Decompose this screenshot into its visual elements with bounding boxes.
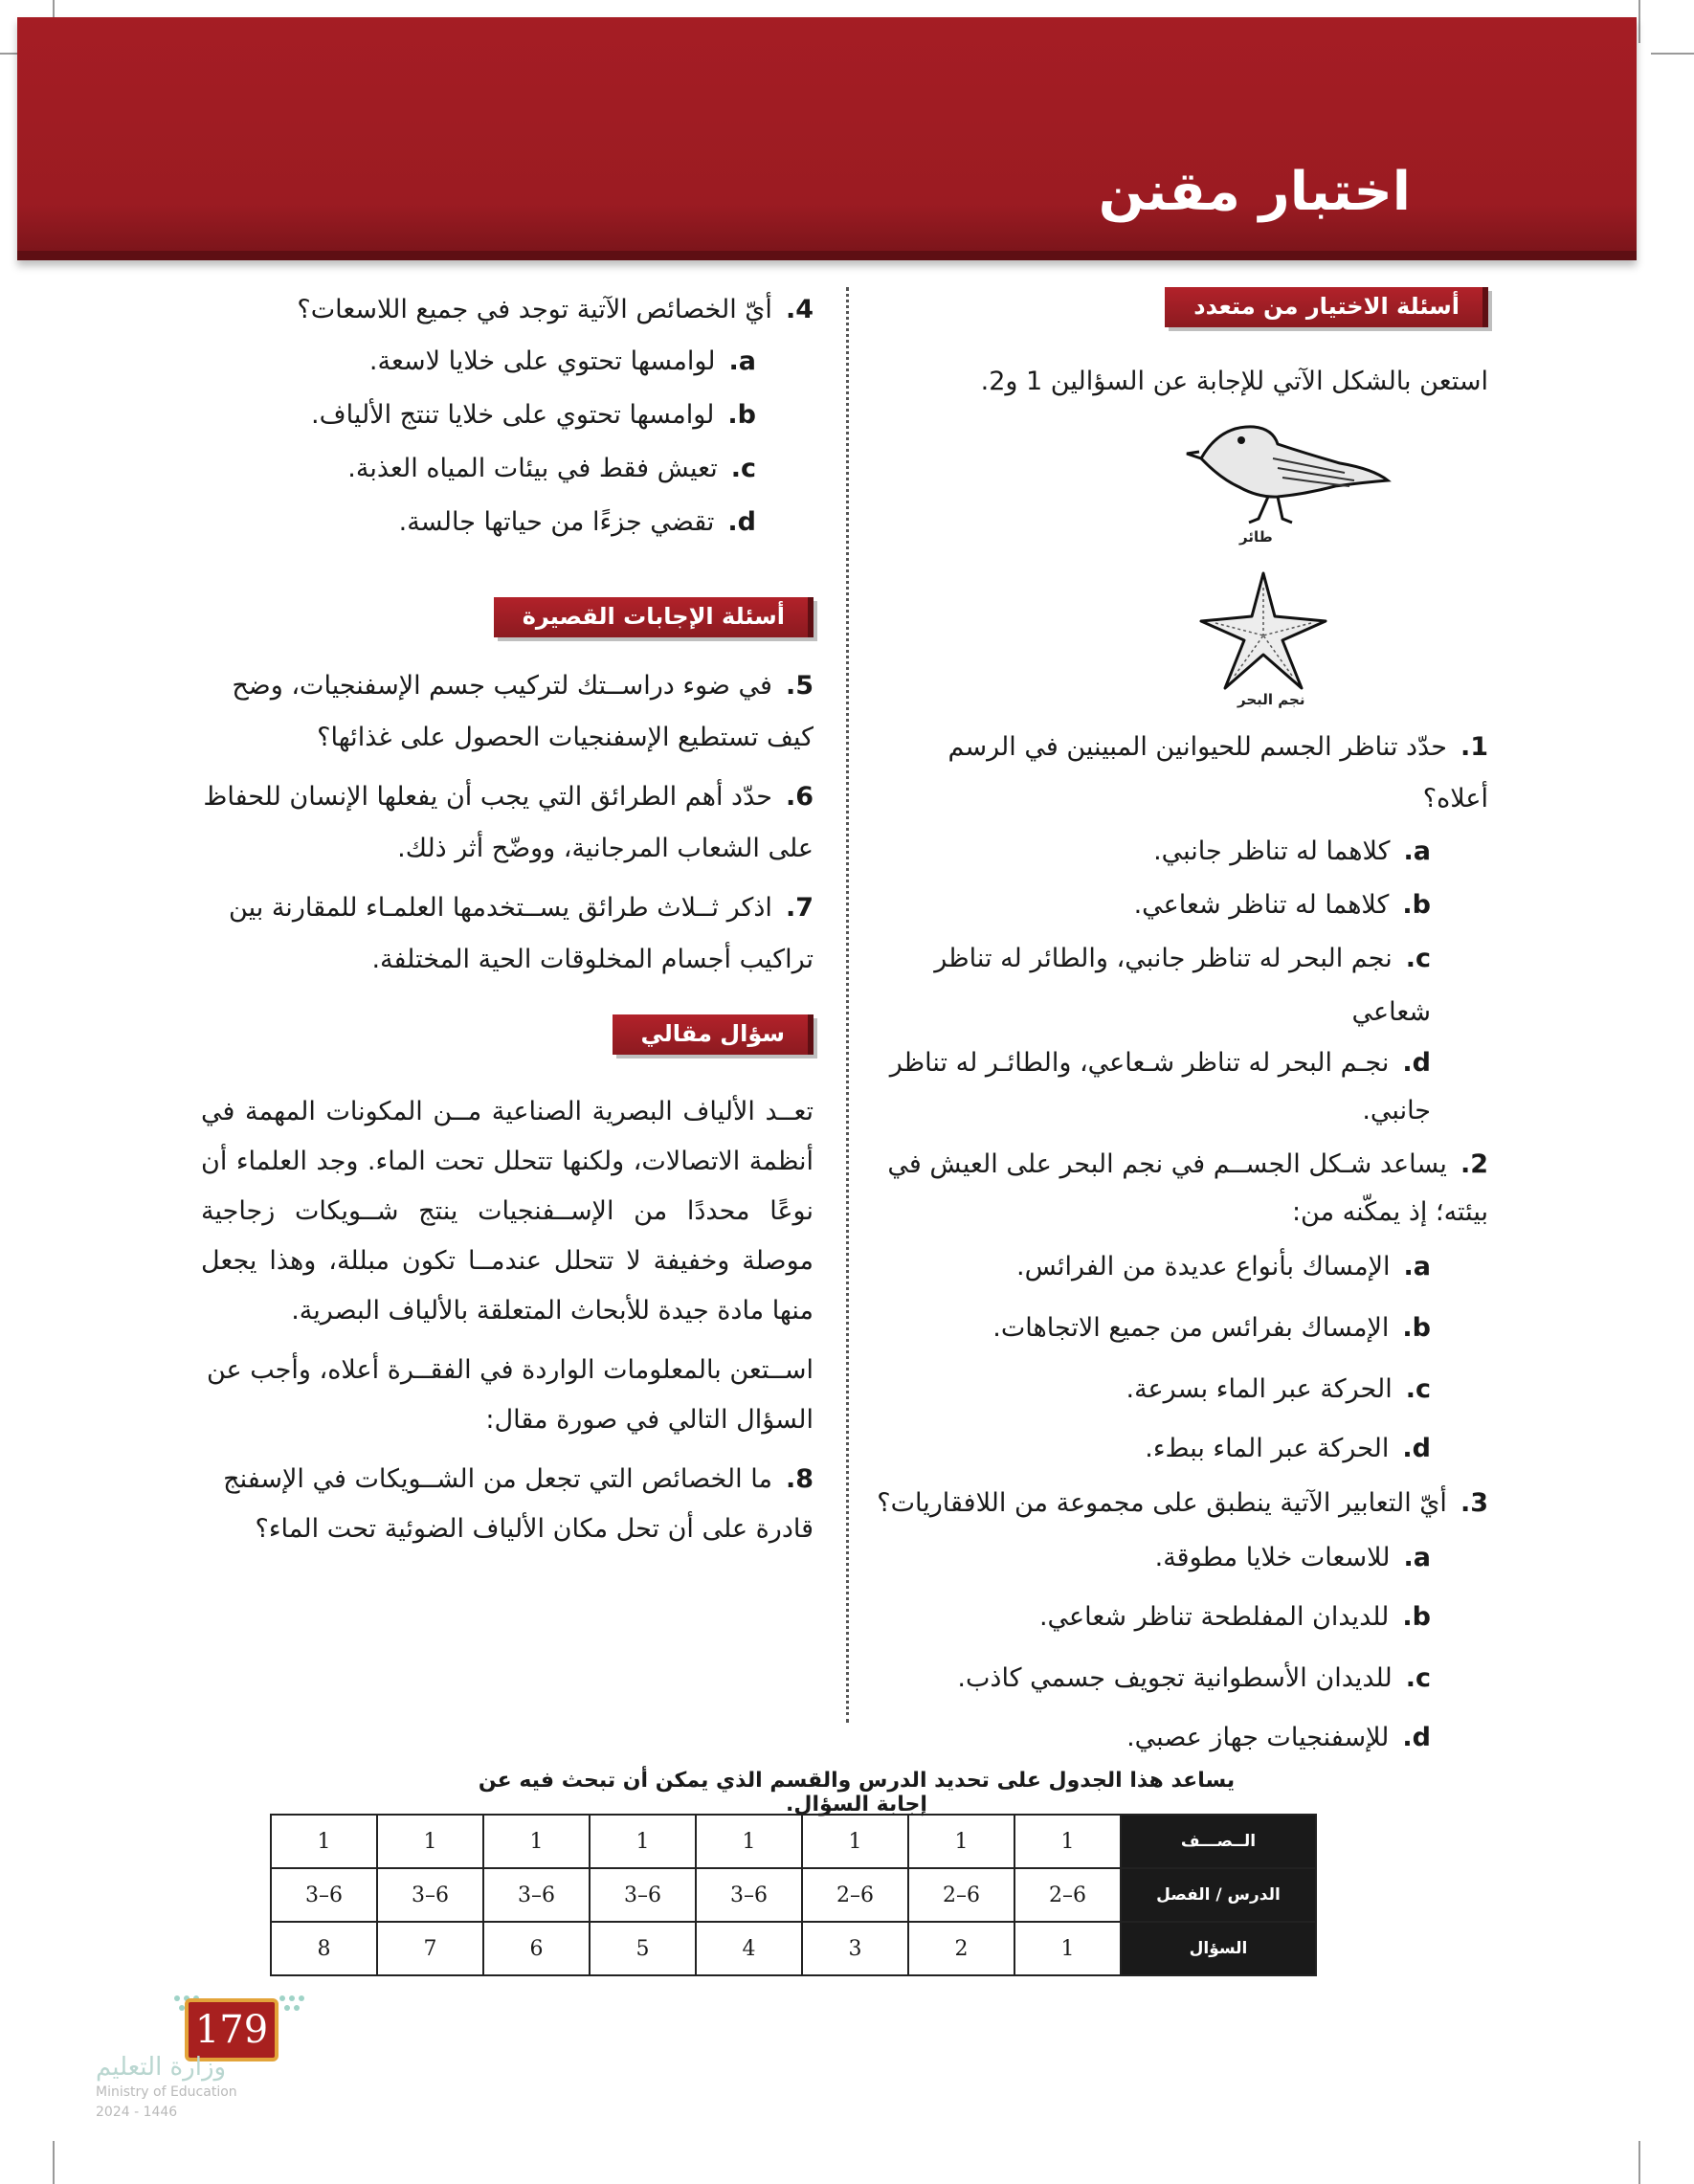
option-letter: c. [1405, 944, 1431, 973]
option-text: لوامسها تحتوي على خلايا لاسعة. [368, 346, 716, 376]
option-1a [876, 825, 1488, 879]
question-number: 1. [1460, 732, 1488, 762]
crop-mark [1651, 53, 1694, 55]
option-1b [876, 879, 1488, 932]
question-text: حدّد تناظر الجسم للحيوانين المبينين في الرسم أعلاه؟ [947, 732, 1488, 813]
question-3 [876, 1478, 1488, 1529]
question-text: يساعد شـكل الجســم في نجم البحر على العيش في بيئته؛ إذ يمكّنه من: [887, 1149, 1488, 1227]
table-cell: 4 [696, 1922, 802, 1975]
question-number: 4. [785, 295, 814, 324]
option-text: نجـم البحر له تناظر شـعاعي، والطائـر له تناظر جانبي. [889, 1048, 1431, 1125]
table-cell: 6–3 [590, 1868, 696, 1922]
table-row [271, 1815, 1316, 1868]
option-text: للاسعات خلايا مطوقة. [1154, 1543, 1391, 1572]
option-letter: c. [730, 454, 756, 483]
question-number: 3. [1460, 1488, 1488, 1518]
option-text: نجم البحر له تناظر جانبي، والطائر له تناظر شعاعي [934, 944, 1431, 1027]
question-text: اذكر ثــلاث طرائق يســتخدمها العلمـاء للمقارنة بين تراكيب أجسام المخلوقات الحية المختلفة. [229, 893, 814, 974]
question-number: 8. [785, 1464, 814, 1494]
question-number: 5. [785, 671, 814, 701]
option-text: للديدان الأسطوانية تجويف جسمي كاذب. [957, 1663, 1393, 1693]
right-column [876, 287, 1488, 1767]
option-letter: b. [727, 400, 756, 430]
section-header-short-answer: أسئلة الإجابات القصيرة [494, 597, 814, 637]
option-letter: d. [1402, 1434, 1431, 1463]
table-cell: 1 [483, 1815, 590, 1868]
table-cell: 6–3 [271, 1868, 377, 1922]
essay-paragraph: تعــد الألياف البصرية الصناعية مــن المكونات المهمة في أنظمة الاتصالات، ولكنها تتحلل تحت الماء. وجد العلماء أن نوعًا محددًا من الإســفنجيات ينتج شــويكات زجاجية موصلة وخفيفة لا تتحلل عندمــا تكون مبللة، وهذا يجعل منها مادة جيدة للأبحاث المتعلقة بالألياف البصرية. [201, 1097, 814, 1326]
table-cell: 6–3 [696, 1868, 802, 1922]
starfish-illustration [1196, 568, 1330, 693]
table-cell: 6–3 [377, 1868, 483, 1922]
option-text: كلاهما له تناظر شعاعي. [1133, 890, 1390, 920]
row-header: الدرس / الفصل [1121, 1868, 1316, 1922]
question-text: حدّد أهم الطرائق التي يجب أن يفعلها الإنسان للحفاظ على الشعاب المرجانية، ووضّح أثر ذلك. [203, 782, 814, 863]
question-number: 2. [1460, 1149, 1488, 1179]
table-cell: 6–2 [802, 1868, 908, 1922]
option-text: لوامسها تحتوي على خلايا تنتج الألياف. [311, 400, 715, 430]
table-cell: 1 [1014, 1815, 1121, 1868]
ministry-name-english: Ministry of Education [96, 2084, 237, 2100]
option-letter: b. [1402, 1602, 1431, 1632]
option-text: تعيش فقط في بيئات المياه العذبة. [347, 454, 718, 483]
option-text: للإسفنجيات جهاز عصبي. [1126, 1723, 1390, 1752]
section-header-essay: سؤال مقالي [613, 1014, 814, 1055]
table-cell: 5 [590, 1922, 696, 1975]
bird-illustration [1182, 406, 1393, 530]
table-cell: 8 [271, 1922, 377, 1975]
option-2a [876, 1237, 1488, 1298]
table-cell: 2 [908, 1922, 1014, 1975]
table-cell: 6–2 [1014, 1868, 1121, 1922]
table-cell: 3 [802, 1922, 908, 1975]
option-letter: a. [1403, 1543, 1431, 1572]
question-2 [876, 1141, 1488, 1237]
option-letter: c. [1405, 1663, 1431, 1693]
option-3a [876, 1529, 1488, 1587]
ministry-year: 2024 - 1446 [96, 2105, 178, 2120]
option-letter: d. [1402, 1723, 1431, 1752]
table-cell: 6–3 [483, 1868, 590, 1922]
figure-intro: استعن بالشكل الآتي للإجابة عن السؤالين 1 و2. [980, 367, 1488, 396]
question-text: أيّ التعابير الآتية ينطبق على مجموعة من اللافقاريات؟ [877, 1488, 1447, 1518]
table-cell: 1 [590, 1815, 696, 1868]
table-note: يساعد هذا الجدول على تحديد الدرس والقسم الذي يمكن أن تبحث فيه عن إجابة السؤال. [478, 1769, 1236, 1816]
starfish-label: نجم البحر [1237, 691, 1305, 708]
option-text: الإمساك بفرائس من جميع الاتجاهات. [992, 1313, 1390, 1343]
option-letter: d. [1402, 1048, 1431, 1078]
option-1d [876, 1039, 1488, 1135]
question-number: 7. [785, 893, 814, 923]
question-4 [201, 285, 814, 335]
option-letter: a. [1403, 1252, 1431, 1281]
left-column [201, 287, 814, 1554]
title-banner [17, 17, 1637, 260]
option-text: كلاهما له تناظر جانبي. [1153, 836, 1391, 866]
option-letter: b. [1402, 1313, 1431, 1343]
question-number: 6. [785, 782, 814, 812]
table-cell: 1 [908, 1815, 1014, 1868]
question-text: في ضوء دراســتك لتركيب جسم الإسفنجيات، وضح كيف تستطيع الإسفنجيات الحصول على غذائها؟ [232, 671, 814, 752]
question-text: أيّ الخصائص الآتية توجد في جميع اللاسعات؟ [297, 295, 772, 324]
table-cell: 1 [696, 1815, 802, 1868]
option-1c [876, 932, 1488, 1039]
question-8 [201, 1455, 814, 1554]
table-cell: 6–2 [908, 1868, 1014, 1922]
option-2b [876, 1298, 1488, 1359]
table-cell: 1 [377, 1815, 483, 1868]
section-header-multiple-choice: أسئلة الاختيار من متعدد [1165, 287, 1488, 327]
option-letter: d. [727, 507, 756, 537]
option-letter: b. [1402, 890, 1431, 920]
page-number: 179 [185, 1998, 279, 2061]
figure [876, 406, 1488, 722]
option-4b [201, 389, 814, 442]
row-header: الــصـــف [1121, 1815, 1316, 1868]
crop-mark [53, 2141, 55, 2184]
option-4d [201, 496, 814, 549]
option-text: الحركة عبر الماء ببطء. [1145, 1434, 1390, 1463]
page-title: اختبار مقنن [1098, 161, 1411, 223]
ministry-name-arabic: وزارة التعليم [96, 2053, 227, 2082]
crop-mark [1638, 0, 1640, 43]
essay-instruction: اســتعن بالمعلومات الواردة في الفقــرة أعلاه، وأجب عن السؤال التالي في صورة مقال: [206, 1355, 814, 1435]
option-text: تقضي جزءًا من حياتها جالسة. [398, 507, 715, 537]
option-text: الإمساك بأنواع عديدة من الفرائس. [1015, 1252, 1391, 1281]
option-text: للديدان المفلطحة تناظر شعاعي. [1038, 1602, 1390, 1632]
option-text: الحركة عبر الماء بسرعة. [1126, 1374, 1393, 1404]
option-2c [876, 1359, 1488, 1420]
table-cell: 1 [802, 1815, 908, 1868]
table-row [271, 1868, 1316, 1922]
row-header: السؤال [1121, 1922, 1316, 1975]
column-divider [846, 287, 849, 1723]
option-letter: a. [1403, 836, 1431, 866]
option-3d [876, 1709, 1488, 1767]
table-cell: 7 [377, 1922, 483, 1975]
question-1 [876, 722, 1488, 825]
crop-mark [1638, 2141, 1640, 2184]
option-3c [876, 1648, 1488, 1709]
option-4c [201, 442, 814, 496]
question-text: ما الخصائص التي تجعل من الشــويكات في الإسفنج قادرة على أن تحل مكان الألياف الضوئية تحت الماء؟ [223, 1464, 814, 1544]
question-7 [201, 882, 814, 986]
option-4a [201, 335, 814, 389]
table-cell: 1 [271, 1815, 377, 1868]
option-3b [876, 1587, 1488, 1648]
question-6 [201, 771, 814, 875]
option-letter: c. [1405, 1374, 1431, 1404]
option-letter: a. [728, 346, 756, 376]
option-2d [876, 1420, 1488, 1478]
bird-label: طائر [1239, 528, 1273, 546]
table-cell: 1 [1014, 1922, 1121, 1975]
reference-table [270, 1814, 1317, 1976]
table-row [271, 1922, 1316, 1975]
table-cell: 6 [483, 1922, 590, 1975]
question-5 [201, 660, 814, 764]
